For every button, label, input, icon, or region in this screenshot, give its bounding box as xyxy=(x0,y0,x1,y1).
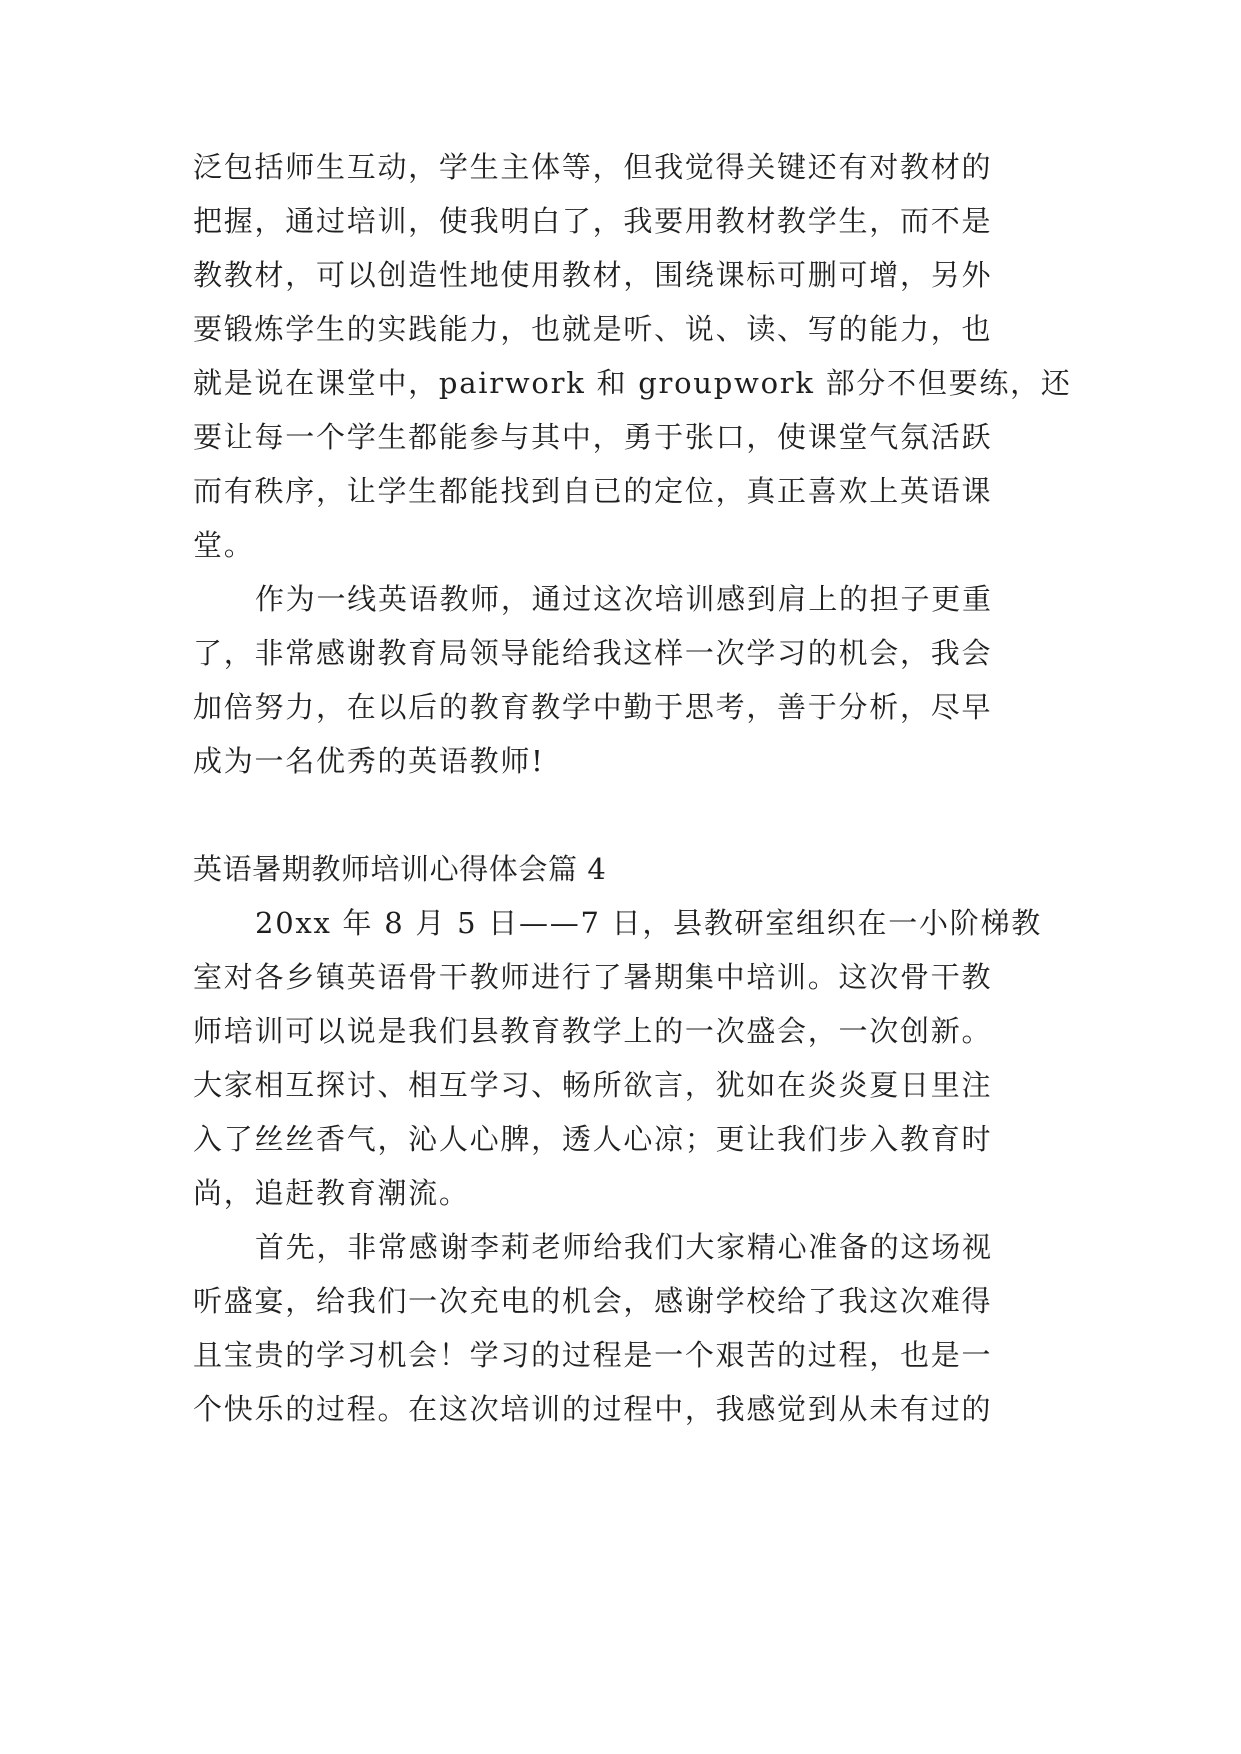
text-line: 了，非常感谢教育局领导能给我这样一次学习的机会，我会 xyxy=(193,636,993,670)
text-line: 堂。 xyxy=(193,528,255,562)
text-line: 而有秩序，让学生都能找到自已的定位，真正喜欢上英语课 xyxy=(193,474,993,508)
text-line: 20xx 年 8 月 5 日——7 日，县教研室组织在一小阶梯教 xyxy=(255,906,1042,940)
text-line: 大家相互探讨、相互学习、畅所欲言，犹如在炎炎夏日里注 xyxy=(193,1068,993,1102)
text-line: 入了丝丝香气，沁人心脾，透人心凉；更让我们步入教育时 xyxy=(193,1122,993,1156)
text-line: 要锻炼学生的实践能力，也就是听、说、读、写的能力，也 xyxy=(193,312,993,346)
text-line: 加倍努力，在以后的教育教学中勤于思考，善于分析，尽早 xyxy=(193,690,993,724)
text-line: 尚，追赶教育潮流。 xyxy=(193,1176,470,1210)
text-line: 就是说在课堂中，pairwork 和 groupwork 部分不但要练，还 xyxy=(193,366,1072,400)
text-line: 首先，非常感谢李莉老师给我们大家精心准备的这场视 xyxy=(255,1230,993,1264)
section-heading: 英语暑期教师培训心得体会篇 4 xyxy=(193,852,607,886)
text-line: 要让每一个学生都能参与其中，勇于张口，使课堂气氛活跃 xyxy=(193,420,993,454)
text-line: 泛包括师生互动，学生主体等，但我觉得关键还有对教材的 xyxy=(193,150,993,184)
text-line: 听盛宴，给我们一次充电的机会，感谢学校给了我这次难得 xyxy=(193,1284,993,1318)
text-line: 个快乐的过程。在这次培训的过程中，我感觉到从未有过的 xyxy=(193,1392,993,1426)
text-line: 教教材，可以创造性地使用教材，围绕课标可删可增，另外 xyxy=(193,258,993,292)
text-line: 且宝贵的学习机会！学习的过程是一个艰苦的过程，也是一 xyxy=(193,1338,993,1372)
text-line: 作为一线英语教师，通过这次培训感到肩上的担子更重 xyxy=(255,582,993,616)
text-line: 把握，通过培训，使我明白了，我要用教材教学生，而不是 xyxy=(193,204,993,238)
text-line: 师培训可以说是我们县教育教学上的一次盛会，一次创新。 xyxy=(193,1014,993,1048)
text-line: 室对各乡镇英语骨干教师进行了暑期集中培训。这次骨干教 xyxy=(193,960,993,994)
text-line: 成为一名优秀的英语教师! xyxy=(193,744,545,778)
